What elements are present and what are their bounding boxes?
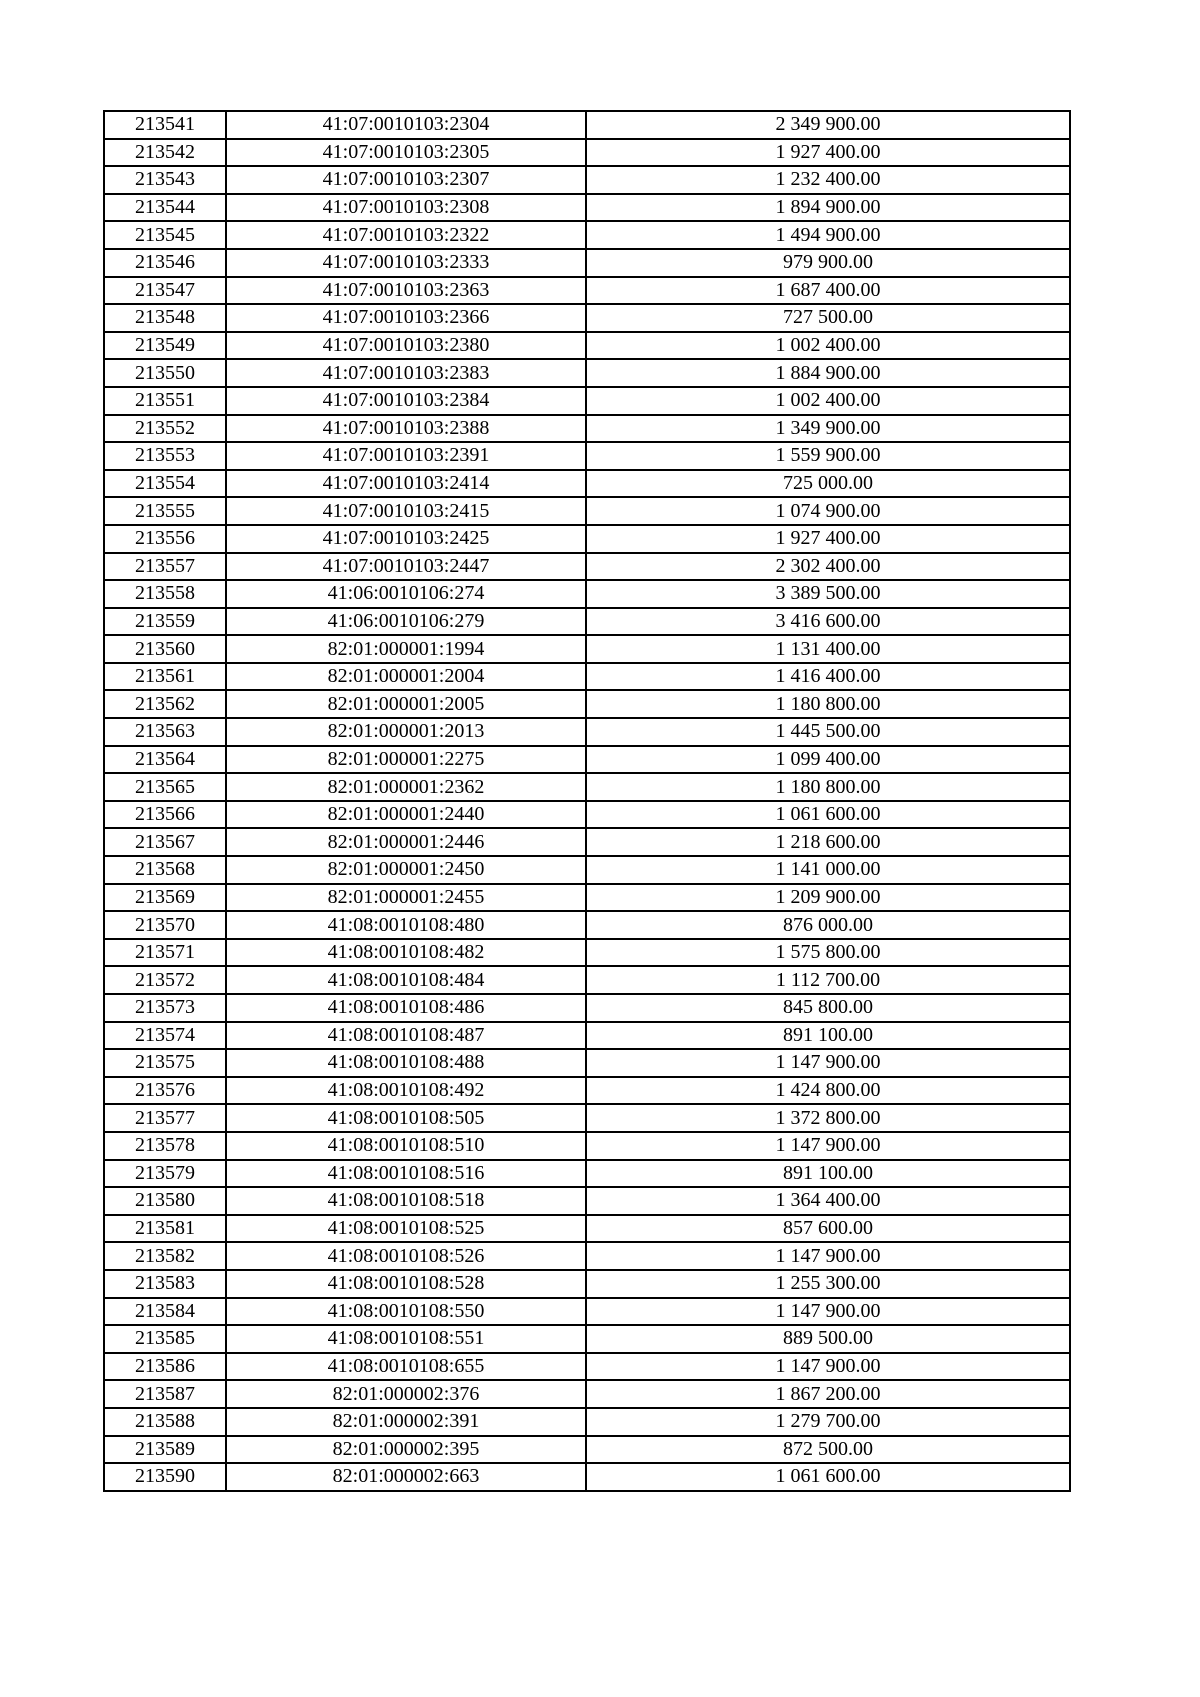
table-row — [104, 221, 1070, 249]
table-row — [104, 497, 1070, 525]
table-row — [104, 359, 1070, 387]
cadastral-number-cell: 41:08:0010108:487 — [226, 1022, 586, 1050]
table-row — [104, 1353, 1070, 1381]
row-number-cell: 213569 — [104, 884, 226, 912]
value-cell: 725 000.00 — [586, 470, 1070, 498]
row-number-cell: 213547 — [104, 277, 226, 305]
value-cell: 891 100.00 — [586, 1160, 1070, 1188]
table-row — [104, 1104, 1070, 1132]
value-cell: 1 002 400.00 — [586, 332, 1070, 360]
value-cell: 1 180 800.00 — [586, 773, 1070, 801]
table-row — [104, 277, 1070, 305]
value-cell: 1 687 400.00 — [586, 277, 1070, 305]
row-number-cell: 213581 — [104, 1215, 226, 1243]
table-row — [104, 635, 1070, 663]
table-row — [104, 966, 1070, 994]
row-number-cell: 213548 — [104, 304, 226, 332]
row-number-cell: 213563 — [104, 718, 226, 746]
row-number-cell: 213588 — [104, 1408, 226, 1436]
row-number-cell: 213590 — [104, 1463, 226, 1491]
row-number-cell: 213544 — [104, 194, 226, 222]
value-cell: 1 894 900.00 — [586, 194, 1070, 222]
cadastral-number-cell: 41:06:0010106:279 — [226, 608, 586, 636]
table-row — [104, 387, 1070, 415]
row-number-cell: 213560 — [104, 635, 226, 663]
row-number-cell: 213568 — [104, 856, 226, 884]
cadastral-number-cell: 41:07:0010103:2305 — [226, 139, 586, 167]
value-cell: 1 232 400.00 — [586, 166, 1070, 194]
cadastral-number-cell: 41:07:0010103:2447 — [226, 553, 586, 581]
cadastral-number-cell: 41:08:0010108:492 — [226, 1077, 586, 1105]
cadastral-number-cell: 82:01:000002:663 — [226, 1463, 586, 1491]
row-number-cell: 213578 — [104, 1132, 226, 1160]
value-cell: 1 061 600.00 — [586, 801, 1070, 829]
value-cell: 1 559 900.00 — [586, 442, 1070, 470]
cadastral-number-cell: 41:07:0010103:2414 — [226, 470, 586, 498]
row-number-cell: 213556 — [104, 525, 226, 553]
table-row — [104, 856, 1070, 884]
cadastral-number-cell: 82:01:000001:2362 — [226, 773, 586, 801]
row-number-cell: 213554 — [104, 470, 226, 498]
value-cell: 1 575 800.00 — [586, 939, 1070, 967]
value-cell: 889 500.00 — [586, 1325, 1070, 1353]
value-cell: 1 372 800.00 — [586, 1104, 1070, 1132]
value-cell: 1 279 700.00 — [586, 1408, 1070, 1436]
cadastral-number-cell: 41:07:0010103:2308 — [226, 194, 586, 222]
table-row — [104, 773, 1070, 801]
row-number-cell: 213589 — [104, 1436, 226, 1464]
value-cell: 1 884 900.00 — [586, 359, 1070, 387]
cadastral-number-cell: 82:01:000001:2004 — [226, 663, 586, 691]
row-number-cell: 213549 — [104, 332, 226, 360]
table-row — [104, 1463, 1070, 1491]
value-cell: 872 500.00 — [586, 1436, 1070, 1464]
table-row — [104, 801, 1070, 829]
table-row — [104, 1049, 1070, 1077]
value-cell: 979 900.00 — [586, 249, 1070, 277]
row-number-cell: 213571 — [104, 939, 226, 967]
cadastral-number-cell: 82:01:000001:1994 — [226, 635, 586, 663]
value-cell: 857 600.00 — [586, 1215, 1070, 1243]
row-number-cell: 213580 — [104, 1187, 226, 1215]
value-cell: 1 141 000.00 — [586, 856, 1070, 884]
cadastral-number-cell: 41:08:0010108:482 — [226, 939, 586, 967]
cadastral-number-cell: 82:01:000002:391 — [226, 1408, 586, 1436]
table-row — [104, 139, 1070, 167]
cadastral-number-cell: 82:01:000001:2455 — [226, 884, 586, 912]
row-number-cell: 213570 — [104, 911, 226, 939]
table-row — [104, 1298, 1070, 1326]
value-cell: 1 147 900.00 — [586, 1242, 1070, 1270]
cadastral-number-cell: 41:08:0010108:488 — [226, 1049, 586, 1077]
value-cell: 2 349 900.00 — [586, 111, 1070, 139]
value-cell: 1 927 400.00 — [586, 139, 1070, 167]
value-cell: 1 349 900.00 — [586, 415, 1070, 443]
value-cell: 1 131 400.00 — [586, 635, 1070, 663]
cadastral-value-table — [103, 110, 1071, 1492]
row-number-cell: 213565 — [104, 773, 226, 801]
row-number-cell: 213552 — [104, 415, 226, 443]
value-cell: 1 147 900.00 — [586, 1298, 1070, 1326]
value-cell: 1 494 900.00 — [586, 221, 1070, 249]
table-row — [104, 442, 1070, 470]
table-row — [104, 663, 1070, 691]
value-cell: 1 424 800.00 — [586, 1077, 1070, 1105]
row-number-cell: 213586 — [104, 1353, 226, 1381]
table-row — [104, 1022, 1070, 1050]
table-row — [104, 1325, 1070, 1353]
row-number-cell: 213587 — [104, 1380, 226, 1408]
cadastral-number-cell: 41:07:0010103:2333 — [226, 249, 586, 277]
row-number-cell: 213574 — [104, 1022, 226, 1050]
table-row — [104, 1077, 1070, 1105]
row-number-cell: 213546 — [104, 249, 226, 277]
row-number-cell: 213564 — [104, 746, 226, 774]
cadastral-number-cell: 41:08:0010108:525 — [226, 1215, 586, 1243]
row-number-cell: 213541 — [104, 111, 226, 139]
value-cell: 727 500.00 — [586, 304, 1070, 332]
row-number-cell: 213573 — [104, 994, 226, 1022]
cadastral-number-cell: 41:07:0010103:2383 — [226, 359, 586, 387]
cadastral-number-cell: 41:08:0010108:528 — [226, 1270, 586, 1298]
table-row — [104, 746, 1070, 774]
table-row — [104, 1380, 1070, 1408]
cadastral-number-cell: 41:08:0010108:518 — [226, 1187, 586, 1215]
table-row — [104, 911, 1070, 939]
value-cell: 1 445 500.00 — [586, 718, 1070, 746]
table-row — [104, 828, 1070, 856]
table-row — [104, 1187, 1070, 1215]
value-cell: 3 389 500.00 — [586, 580, 1070, 608]
cadastral-number-cell: 41:07:0010103:2366 — [226, 304, 586, 332]
table-row — [104, 1436, 1070, 1464]
cadastral-number-cell: 41:07:0010103:2415 — [226, 497, 586, 525]
table-row — [104, 994, 1070, 1022]
row-number-cell: 213559 — [104, 608, 226, 636]
row-number-cell: 213542 — [104, 139, 226, 167]
row-number-cell: 213551 — [104, 387, 226, 415]
cadastral-number-cell: 41:07:0010103:2322 — [226, 221, 586, 249]
table-row — [104, 608, 1070, 636]
value-cell: 876 000.00 — [586, 911, 1070, 939]
row-number-cell: 213579 — [104, 1160, 226, 1188]
row-number-cell: 213566 — [104, 801, 226, 829]
value-cell: 1 927 400.00 — [586, 525, 1070, 553]
row-number-cell: 213557 — [104, 553, 226, 581]
value-cell: 845 800.00 — [586, 994, 1070, 1022]
cadastral-number-cell: 82:01:000001:2275 — [226, 746, 586, 774]
value-cell: 2 302 400.00 — [586, 553, 1070, 581]
cadastral-number-cell: 82:01:000001:2013 — [226, 718, 586, 746]
value-cell: 1 112 700.00 — [586, 966, 1070, 994]
cadastral-number-cell: 41:08:0010108:550 — [226, 1298, 586, 1326]
value-cell: 1 002 400.00 — [586, 387, 1070, 415]
cadastral-number-cell: 82:01:000001:2005 — [226, 690, 586, 718]
table-row — [104, 939, 1070, 967]
cadastral-number-cell: 41:07:0010103:2384 — [226, 387, 586, 415]
table-row — [104, 718, 1070, 746]
cadastral-number-cell: 41:08:0010108:526 — [226, 1242, 586, 1270]
table-row — [104, 580, 1070, 608]
value-cell: 1 180 800.00 — [586, 690, 1070, 718]
cadastral-number-cell: 41:08:0010108:505 — [226, 1104, 586, 1132]
table-body — [104, 111, 1070, 1491]
row-number-cell: 213572 — [104, 966, 226, 994]
value-cell: 1 416 400.00 — [586, 663, 1070, 691]
table-row — [104, 553, 1070, 581]
row-number-cell: 213567 — [104, 828, 226, 856]
cadastral-number-cell: 41:07:0010103:2391 — [226, 442, 586, 470]
table-row — [104, 194, 1070, 222]
row-number-cell: 213545 — [104, 221, 226, 249]
row-number-cell: 213555 — [104, 497, 226, 525]
table-row — [104, 470, 1070, 498]
row-number-cell: 213576 — [104, 1077, 226, 1105]
table-row — [104, 884, 1070, 912]
table-row — [104, 1408, 1070, 1436]
table-row — [104, 1160, 1070, 1188]
table-row — [104, 332, 1070, 360]
table-row — [104, 249, 1070, 277]
cadastral-number-cell: 41:07:0010103:2307 — [226, 166, 586, 194]
cadastral-number-cell: 41:08:0010108:510 — [226, 1132, 586, 1160]
cadastral-number-cell: 41:08:0010108:516 — [226, 1160, 586, 1188]
value-cell: 1 061 600.00 — [586, 1463, 1070, 1491]
row-number-cell: 213562 — [104, 690, 226, 718]
cadastral-number-cell: 41:08:0010108:480 — [226, 911, 586, 939]
cadastral-number-cell: 41:08:0010108:484 — [226, 966, 586, 994]
row-number-cell: 213584 — [104, 1298, 226, 1326]
row-number-cell: 213575 — [104, 1049, 226, 1077]
cadastral-number-cell: 82:01:000002:395 — [226, 1436, 586, 1464]
value-cell: 1 147 900.00 — [586, 1353, 1070, 1381]
value-cell: 1 364 400.00 — [586, 1187, 1070, 1215]
row-number-cell: 213561 — [104, 663, 226, 691]
table-row — [104, 166, 1070, 194]
table-row — [104, 1132, 1070, 1160]
value-cell: 1 074 900.00 — [586, 497, 1070, 525]
table-row — [104, 690, 1070, 718]
value-cell: 1 147 900.00 — [586, 1049, 1070, 1077]
row-number-cell: 213553 — [104, 442, 226, 470]
cadastral-number-cell: 41:07:0010103:2363 — [226, 277, 586, 305]
row-number-cell: 213582 — [104, 1242, 226, 1270]
cadastral-number-cell: 82:01:000002:376 — [226, 1380, 586, 1408]
value-cell: 1 218 600.00 — [586, 828, 1070, 856]
value-cell: 1 099 400.00 — [586, 746, 1070, 774]
cadastral-number-cell: 41:08:0010108:486 — [226, 994, 586, 1022]
cadastral-number-cell: 82:01:000001:2446 — [226, 828, 586, 856]
value-cell: 891 100.00 — [586, 1022, 1070, 1050]
value-cell: 1 147 900.00 — [586, 1132, 1070, 1160]
table-row — [104, 111, 1070, 139]
value-cell: 3 416 600.00 — [586, 608, 1070, 636]
cadastral-number-cell: 41:07:0010103:2388 — [226, 415, 586, 443]
row-number-cell: 213550 — [104, 359, 226, 387]
cadastral-number-cell: 82:01:000001:2440 — [226, 801, 586, 829]
row-number-cell: 213558 — [104, 580, 226, 608]
table-row — [104, 304, 1070, 332]
cadastral-number-cell: 41:06:0010106:274 — [226, 580, 586, 608]
value-cell: 1 867 200.00 — [586, 1380, 1070, 1408]
value-cell: 1 209 900.00 — [586, 884, 1070, 912]
cadastral-number-cell: 41:07:0010103:2304 — [226, 111, 586, 139]
table-row — [104, 415, 1070, 443]
cadastral-number-cell: 41:07:0010103:2425 — [226, 525, 586, 553]
row-number-cell: 213585 — [104, 1325, 226, 1353]
row-number-cell: 213583 — [104, 1270, 226, 1298]
cadastral-number-cell: 41:08:0010108:655 — [226, 1353, 586, 1381]
row-number-cell: 213543 — [104, 166, 226, 194]
value-cell: 1 255 300.00 — [586, 1270, 1070, 1298]
cadastral-number-cell: 82:01:000001:2450 — [226, 856, 586, 884]
cadastral-number-cell: 41:07:0010103:2380 — [226, 332, 586, 360]
row-number-cell: 213577 — [104, 1104, 226, 1132]
table-row — [104, 1215, 1070, 1243]
table-row — [104, 1242, 1070, 1270]
table-row — [104, 525, 1070, 553]
table-row — [104, 1270, 1070, 1298]
cadastral-number-cell: 41:08:0010108:551 — [226, 1325, 586, 1353]
